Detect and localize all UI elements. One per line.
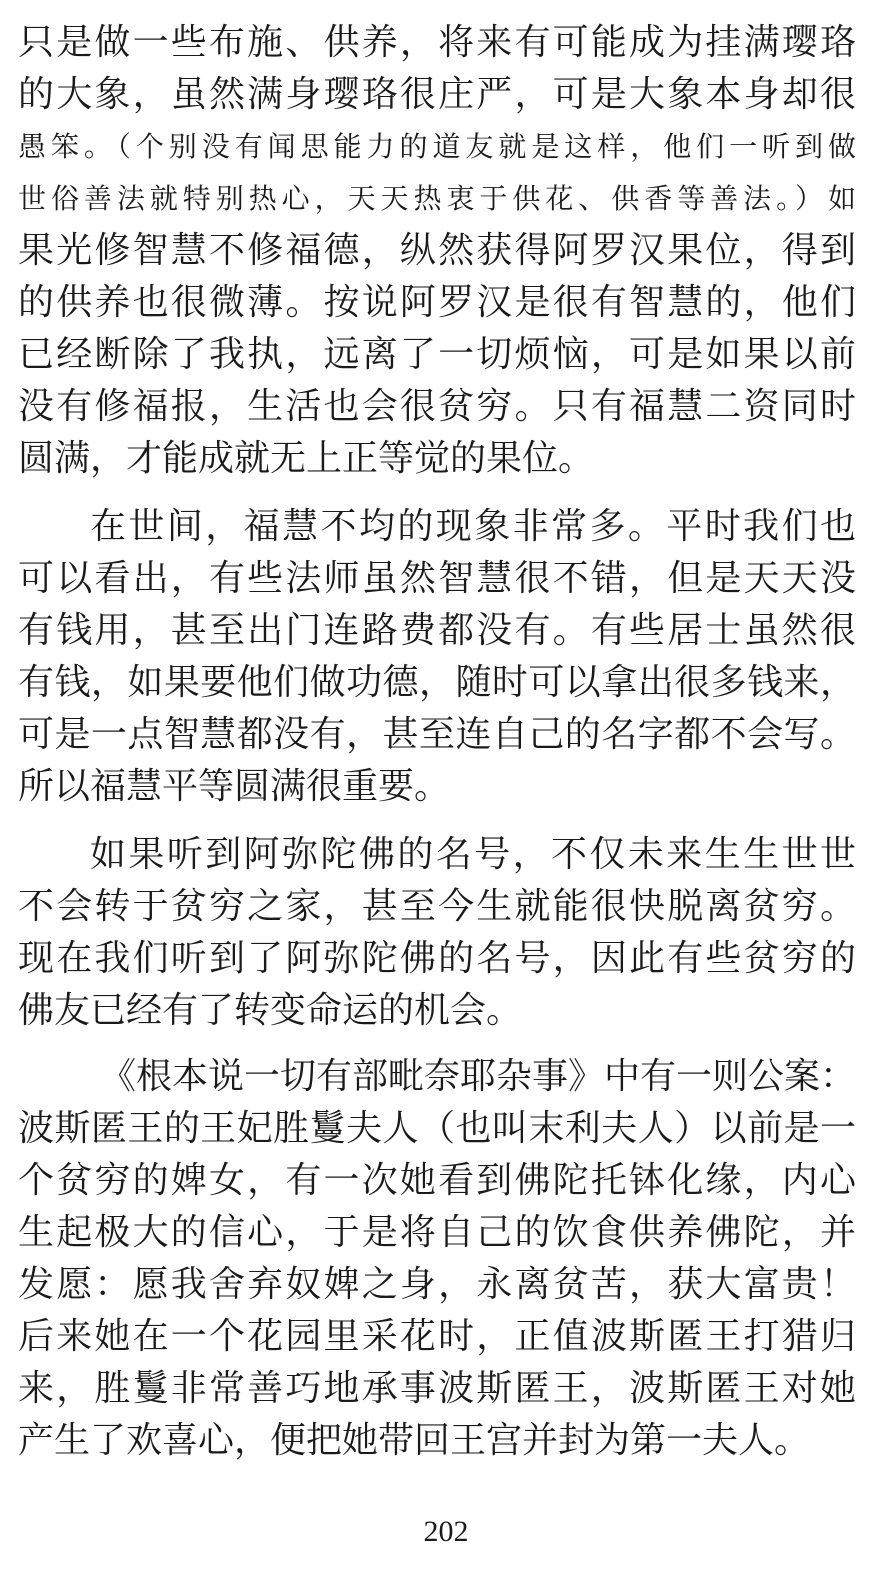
text-line: 没有修福报，生活也会很贫穷。只有福慧二资同时 [18,386,856,427]
text-line: 个贫穷的婢女，有一次她看到佛陀托钵化缘，内心 [18,1160,856,1201]
paragraph-first-line: 《根本说一切有部毗奈耶杂事》中有一则公案： [100,1056,856,1097]
text-line: 果光修智慧不修福德，纵然获得阿罗汉果位，得到 [18,230,856,271]
text-line: 生起极大的信心，于是将自己的饮食供养佛陀，并 [18,1212,856,1253]
text-line: 可以看出，有些法师虽然智慧很不错，但是天天没 [18,558,856,599]
page-number: 202 [423,1515,469,1548]
text-line: 产生了欢喜心，便把她带回王宫并封为第一夫人。 [18,1420,811,1461]
text-line: 已经断除了我执，远离了一切烦恼，可是如果以前 [18,334,856,375]
text-line-with-annotation: 愚笨。（个别没有闻思能力的道友就是这样，他们一听到做 [18,130,856,163]
text-line: 不会转于贫穷之家，甚至今生就能很快脱离贫穷。 [18,886,856,927]
text-line: 圆满，才能成就无上正等觉的果位。 [18,438,595,479]
text-line: 发愿：愿我舍弃奴婢之身，永离贫苦，获大富贵！ [18,1264,856,1305]
text-line: 现在我们听到了阿弥陀佛的名号，因此有些贫穷的 [18,938,856,979]
text-line: 波斯匿王的王妃胜鬘夫人（也叫末利夫人）以前是一 [18,1108,856,1149]
text-line-with-annotation: 世俗善法就特别热心，天天热衷于供花、供香等善法。）如 [18,182,856,215]
text-line: 来，胜鬘非常善巧地承事波斯匿王，波斯匿王对她 [18,1368,856,1409]
text-line: 只是做一些布施、供养，将来有可能成为挂满璎珞 [18,22,856,63]
text-line: 的供养也很微薄。按说阿罗汉是很有智慧的，他们 [18,282,856,323]
text-line: 有钱用，甚至出门连路费都没有。有些居士虽然很 [18,610,856,651]
text-line: 的大象，虽然满身璎珞很庄严，可是大象本身却很 [18,74,856,115]
text-line: 有钱，如果要他们做功德，随时可以拿出很多钱来， [18,662,856,703]
text-line: 佛友已经有了转变命运的机会。 [18,990,523,1031]
paragraph-first-line: 如果听到阿弥陀佛的名号，不仅未来生生世世 [90,834,856,875]
text-line: 可是一点智慧都没有，甚至连自己的名字都不会写。 [18,714,856,755]
text-line: 后来她在一个花园里采花时，正值波斯匿王打猎归 [18,1316,856,1357]
paragraph-first-line: 在世间，福慧不均的现象非常多。平时我们也 [90,506,856,547]
text-line: 所以福慧平等圆满很重要。 [18,766,451,807]
